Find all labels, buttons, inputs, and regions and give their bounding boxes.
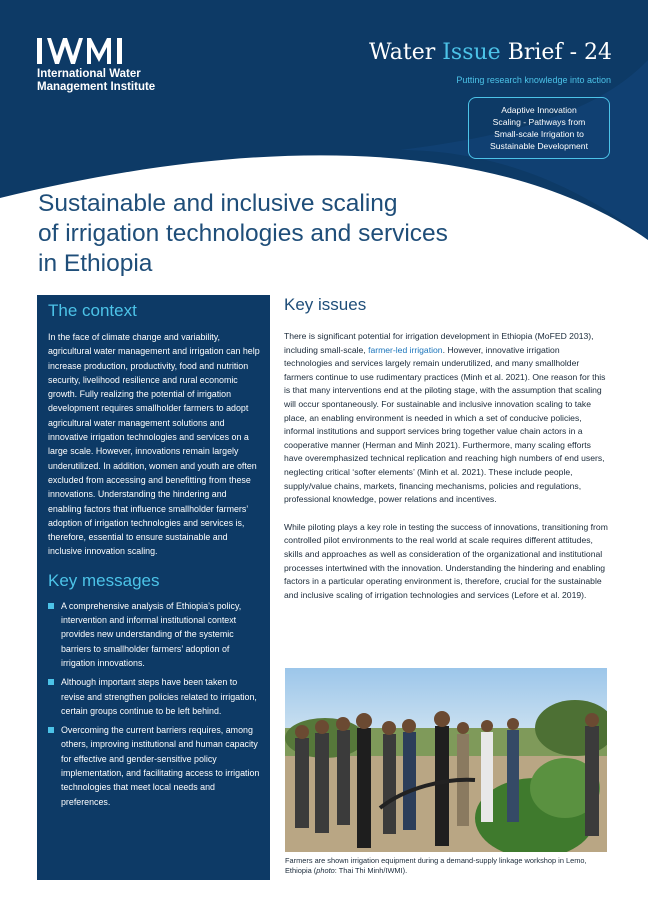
photo-caption <box>285 856 610 876</box>
key-message-item <box>48 675 260 718</box>
series-box <box>468 97 610 159</box>
org-name-line2: Management Institute <box>37 81 156 93</box>
workshop-photo-illustration <box>285 668 607 852</box>
series-line: Small-scale Irrigation to <box>494 129 584 139</box>
farmer-led-irrigation-link[interactable]: farmer-led irrigation <box>368 344 443 355</box>
title-line2: of irrigation technologies and services <box>38 220 448 247</box>
caption-text-b: : Thai Thi Minh/IWMI). <box>334 866 408 875</box>
brief-title-part1: Water <box>369 40 443 65</box>
title-line3: in Ethiopia <box>38 250 153 277</box>
key-issues-paragraph-1 <box>284 330 609 507</box>
org-name-line1: International Water <box>37 68 141 80</box>
caption-text-a: Farmers are shown irrigation equipment during a demand-supply linkage workshop in Lemo, Ethiopia ( <box>285 856 587 875</box>
iwmi-logo <box>37 38 155 94</box>
brief-title-part3: Brief - 24 <box>500 40 612 65</box>
series-line: Adaptive Innovation <box>501 105 577 115</box>
workshop-photo <box>285 668 607 852</box>
key-messages-list <box>48 599 260 809</box>
context-heading: The context <box>48 301 137 320</box>
key-message-item <box>48 723 260 809</box>
iwmi-logo-mark <box>37 38 129 64</box>
key-message-text: Overcoming the current barriers requires, among others, improving institutional and human capacity for effective and gender-sensitive policy implementation, and facilitating access to irrigation technologies that meet local needs and preferences. <box>61 725 260 807</box>
para1-text-a: There is significant potential for irrigation development in Ethiopia (MoFED 2013), including small-scale, <box>284 331 594 355</box>
brief-title-part2: Issue <box>442 40 501 65</box>
tagline: Putting research knowledge into action <box>456 75 611 85</box>
context-sidebar <box>37 295 270 880</box>
square-bullet-icon <box>48 679 54 685</box>
brief-title <box>369 40 612 65</box>
series-line: Scaling - Pathways from <box>492 117 586 127</box>
key-message-text: Although important steps have been taken to revise and strengthen policies related to irrigation, certain groups continue to be left behind. <box>61 677 257 716</box>
context-text: In the face of climate change and variability, agricultural water management and irrigation can help increase production, productivity, food and nutrition security, livelihood resilience and rural economic growth. Fully realizing the potential of irrigation development requires smallholder farmers to adopt agricultural water management solutions and innovative irrigation technologies and services on a large scale. However, innovations remain largely underutilized. In addition, women and youth are often excluded from accessing and benefitting from these innovations. Understanding the hindering and enabling factors that influence smallholder farmers’ adoption of irrigation technologies and services is, therefore, essential to ensure sustainable and inclusive innovation scaling. <box>48 332 260 557</box>
para1-text-b: . However, innovative irrigation technologies and services largely remain underutilized, and many smallholder farmers continue to use rudimentary practices (Minh et al. 2021). One reason for this is that many interventions end at the piloting stage, with the assumption that scaling will occur spontaneously. For sustainable and inclusive innovation scaling to take place, an enabling environment is needed in which a set of conducive policies, informal institutions and support services bring together value chain actors in a cooperative manner (Herman and Minh 2021). Furthermore, many scaling efforts have overemphasized technical replication and reaching high numbers of end users, neglecting critical ‘softer elements’ (Minh et al. 2021). These include people, supply/value chains, markets, financing mechanisms, policies and regulations, professional knowledge, power relations and incentives. <box>284 344 606 505</box>
key-message-item <box>48 599 260 670</box>
square-bullet-icon <box>48 603 54 609</box>
key-issues-paragraph-2: While piloting plays a key role in testing the success of innovations, transitioning from controlled pilot environments to the real world at scale requires different attitudes, skills and approaches as well as consideration of the organizational and institutional processes intertwined with the innovation. Understanding the hindering and enabling factors in a particular operating environment is, therefore, crucial for the sustainable and inclusive scaling of irrigation technologies and services (Lefore et al. 2019). <box>284 521 608 600</box>
page-title <box>38 189 558 279</box>
key-messages-heading: Key messages <box>48 570 160 590</box>
key-issues-section <box>284 295 609 602</box>
key-issues-heading: Key issues <box>284 295 367 314</box>
key-message-text: A comprehensive analysis of Ethiopia’s policy, intervention and informal institutional context provides new understanding of the systemic barriers to smallholder farmers’ adoption of irrigation innovations. <box>61 600 242 668</box>
square-bullet-icon <box>48 727 54 733</box>
title-line1: Sustainable and inclusive scaling <box>38 190 398 217</box>
caption-photo-word: photo <box>316 866 335 875</box>
series-line: Sustainable Development <box>490 141 588 151</box>
